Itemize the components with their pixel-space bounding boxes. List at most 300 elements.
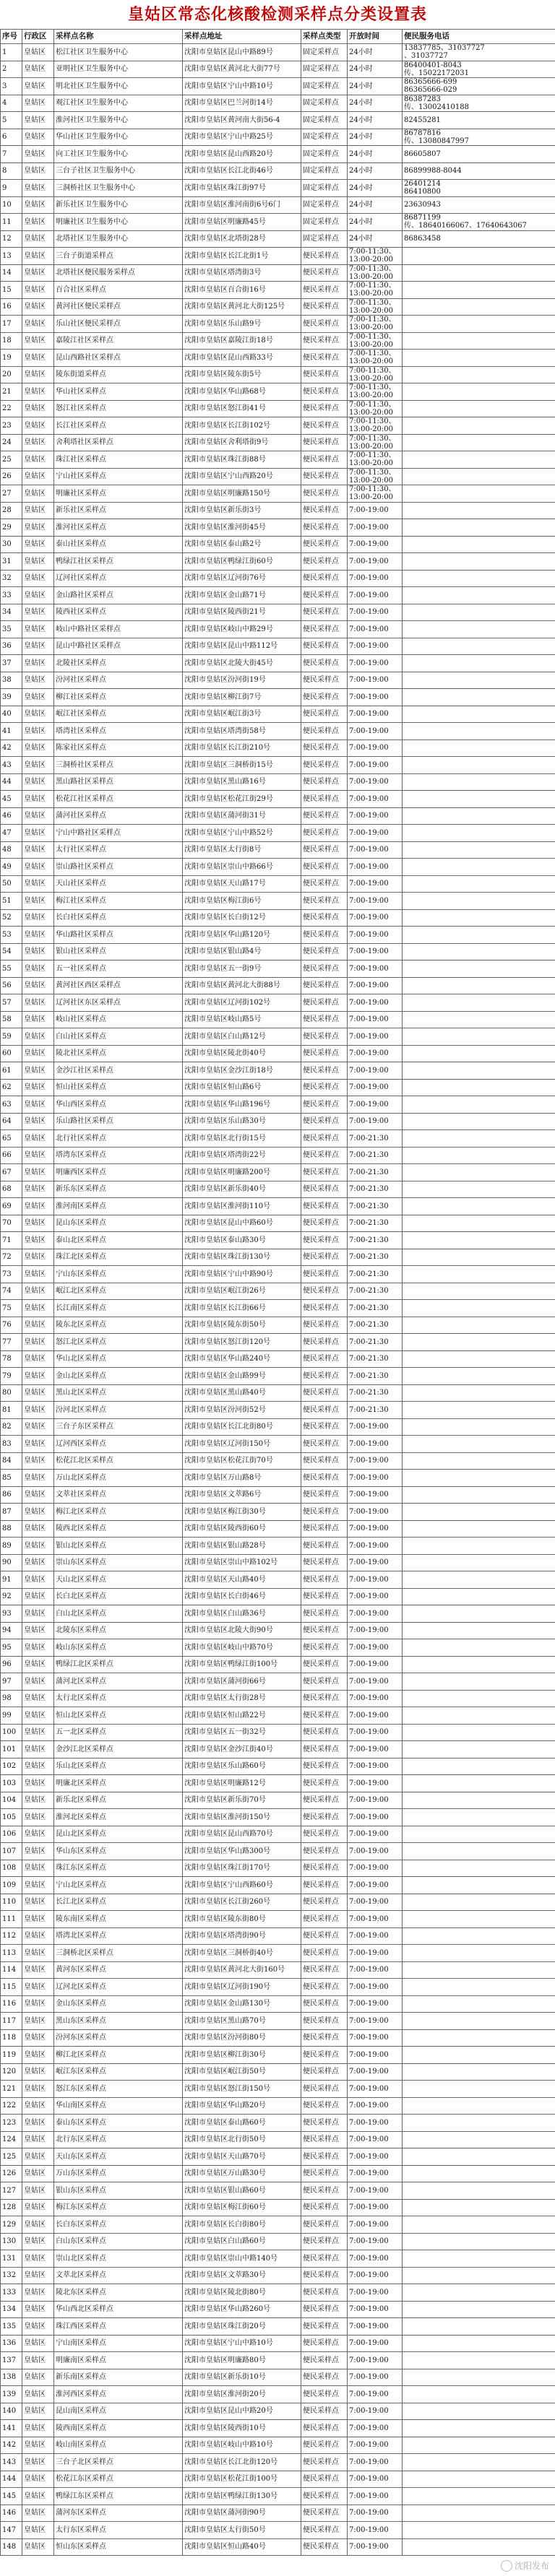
cell-district: 皇姑区 (22, 1775, 54, 1792)
cell-site-address: 沈阳市皇姑区塔湾街58号 (183, 723, 301, 740)
table-row (1, 95, 555, 112)
cell-site-type: 便民采样点 (301, 2029, 348, 2047)
cell-site-name: 北行社区采样点 (54, 1130, 183, 1148)
table-row (1, 2335, 555, 2352)
cell-site-name: 陵东街道采样点 (54, 366, 183, 383)
cell-service-phone (403, 706, 555, 723)
cell-site-type: 便民采样点 (301, 1096, 348, 1114)
cell-site-address: 沈阳市皇姑区乐山路9号 (183, 316, 301, 333)
cell-service-phone (403, 2013, 555, 2030)
cell-service-phone (403, 621, 555, 638)
table-row (1, 1894, 555, 1911)
cell-index: 51 (1, 893, 22, 910)
cell-site-name: 华山西北区采样点 (54, 2301, 183, 2318)
table-row (1, 2437, 555, 2454)
table-row (1, 1096, 555, 1114)
table-row (1, 1147, 555, 1164)
table-row (1, 2538, 555, 2556)
table-row (1, 214, 555, 231)
table-row (1, 1198, 555, 1215)
cell-site-type: 便民采样点 (301, 1198, 348, 1215)
table-row (1, 417, 555, 435)
cell-index: 111 (1, 1911, 22, 1928)
table-row (1, 994, 555, 1012)
cell-index: 76 (1, 1317, 22, 1334)
cell-site-type: 便民采样点 (301, 2437, 348, 2454)
cell-index: 47 (1, 825, 22, 842)
cell-site-type: 固定采样点 (301, 95, 348, 112)
cell-index: 93 (1, 1605, 22, 1623)
cell-open-hours: 7:00-21:30 (348, 1300, 403, 1317)
cell-site-type: 便民采样点 (301, 2488, 348, 2505)
cell-service-phone (403, 2233, 555, 2250)
cell-site-type: 便民采样点 (301, 1792, 348, 1809)
cell-open-hours: 7:00-19:00 (348, 621, 403, 638)
cell-open-hours: 7:00-19:00 (348, 1418, 403, 1436)
cell-service-phone (403, 2097, 555, 2115)
cell-site-type: 便民采样点 (301, 1622, 348, 1639)
table-row (1, 927, 555, 944)
cell-district: 皇姑区 (22, 485, 54, 503)
cell-site-address: 沈阳市皇姑区珠江街170号 (183, 1860, 301, 1877)
cell-open-hours: 7:00-19:00 (348, 1436, 403, 1453)
cell-district: 皇姑区 (22, 1011, 54, 1028)
cell-site-address: 沈阳市皇姑区塔湾街3号 (183, 264, 301, 282)
table-row (1, 1232, 555, 1249)
cell-open-hours: 7:00-19:00 (348, 2301, 403, 2318)
cell-site-name: 辽河社区采样点 (54, 570, 183, 587)
cell-site-name: 万山东区采样点 (54, 2165, 183, 2182)
cell-index: 110 (1, 1894, 22, 1911)
cell-service-phone (403, 1062, 555, 1080)
cell-site-name: 长白东区采样点 (54, 2216, 183, 2234)
cell-service-phone (403, 485, 555, 503)
cell-site-address: 沈阳市皇姑区北陵大街90号 (183, 1622, 301, 1639)
table-row (1, 825, 555, 842)
cell-site-name: 淮河北区采样点 (54, 1809, 183, 1826)
cell-service-phone (403, 2063, 555, 2081)
cell-district: 皇姑区 (22, 2165, 54, 2182)
cell-site-type: 便民采样点 (301, 316, 348, 333)
cell-site-type: 固定采样点 (301, 230, 348, 248)
cell-index: 3 (1, 78, 22, 95)
cell-index: 14 (1, 264, 22, 282)
cell-index: 40 (1, 706, 22, 723)
cell-service-phone (403, 2148, 555, 2166)
table-row (1, 2233, 555, 2250)
cell-site-address: 沈阳市皇姑区珠江街130号 (183, 1249, 301, 1266)
cell-site-name: 舍利塔社区采样点 (54, 434, 183, 451)
cell-index: 30 (1, 536, 22, 553)
table-row (1, 196, 555, 214)
cell-index: 148 (1, 2538, 22, 2556)
cell-district: 皇姑区 (22, 44, 54, 61)
cell-site-name: 华山北区采样点 (54, 1350, 183, 1368)
cell-site-address: 沈阳市皇姑区舍利塔街9号 (183, 434, 301, 451)
cell-index: 113 (1, 1945, 22, 1962)
table-row (1, 909, 555, 927)
cell-index: 28 (1, 502, 22, 519)
cell-site-address: 沈阳市皇姑区长江北街46号 (183, 162, 301, 180)
cell-open-hours: 7:00-19:00 (348, 943, 403, 960)
table-row (1, 1877, 555, 1894)
cell-site-name: 珠江社区采样点 (54, 451, 183, 469)
cell-site-address: 沈阳市皇姑区长江北街80号 (183, 1418, 301, 1436)
cell-index: 103 (1, 1775, 22, 1792)
cell-district: 皇姑区 (22, 112, 54, 129)
cell-open-hours: 7:00-19:00 (348, 1045, 403, 1062)
cell-index: 140 (1, 2403, 22, 2420)
cell-service-phone (403, 1911, 555, 1928)
table-row (1, 2250, 555, 2268)
cell-site-type: 便民采样点 (301, 2318, 348, 2336)
cell-site-address: 沈阳市皇姑区宁山中路10号 (183, 78, 301, 95)
cell-site-address: 沈阳市皇姑区华山路240号 (183, 1350, 301, 1368)
cell-service-phone (403, 2454, 555, 2471)
cell-open-hours: 7:00-19:00 (348, 1758, 403, 1775)
cell-open-hours: 24小时 (348, 112, 403, 129)
cell-district: 皇姑区 (22, 2063, 54, 2081)
cell-site-address: 沈阳市皇姑区陵东街5号 (183, 366, 301, 383)
table-row (1, 248, 555, 265)
cell-open-hours: 7:00-11:30、13:00-20:00 (348, 468, 403, 485)
table-row (1, 1656, 555, 1673)
cell-district: 皇姑区 (22, 1894, 54, 1911)
cell-service-phone (403, 1011, 555, 1028)
cell-site-name: 长江社区采样点 (54, 417, 183, 435)
table-row (1, 485, 555, 503)
table-row (1, 1504, 555, 1521)
cell-open-hours: 7:00-19:00 (348, 2029, 403, 2047)
cell-district: 皇姑区 (22, 773, 54, 791)
cell-index: 31 (1, 553, 22, 571)
cell-index: 105 (1, 1809, 22, 1826)
cell-site-name: 泰山东区采样点 (54, 2115, 183, 2132)
cell-index: 15 (1, 282, 22, 299)
cell-site-type: 便民采样点 (301, 332, 348, 350)
cell-site-address: 沈阳市皇姑区珠江街88号 (183, 451, 301, 469)
cell-open-hours: 7:00-19:00 (348, 2165, 403, 2182)
cell-site-type: 便民采样点 (301, 859, 348, 876)
table-row (1, 689, 555, 706)
cell-index: 144 (1, 2471, 22, 2488)
table-row (1, 1283, 555, 1300)
cell-site-name: 怒江社区采样点 (54, 400, 183, 417)
cell-district: 皇姑区 (22, 1758, 54, 1775)
cell-open-hours: 7:00-19:00 (348, 2182, 403, 2200)
cell-open-hours: 7:00-19:00 (348, 1809, 403, 1826)
cell-district: 皇姑区 (22, 2013, 54, 2030)
table-row (1, 1113, 555, 1130)
cell-open-hours: 7:00-19:00 (348, 587, 403, 604)
cell-service-phone (403, 2284, 555, 2302)
cell-site-type: 固定采样点 (301, 180, 348, 197)
cell-district: 皇姑区 (22, 604, 54, 621)
cell-site-address: 沈阳市皇姑区淮河街110号 (183, 1198, 301, 1215)
cell-service-phone: 86387283 传、13002410188 (403, 95, 555, 112)
cell-site-name: 三台子街道采样点 (54, 248, 183, 265)
cell-site-name: 鸭绿江北区采样点 (54, 1656, 183, 1673)
cell-site-address: 沈阳市皇姑区崇山中路66号 (183, 859, 301, 876)
cell-open-hours: 7:00-19:00 (348, 1741, 403, 1758)
cell-site-name: 长江南区采样点 (54, 1300, 183, 1317)
cell-site-address: 沈阳市皇姑区华山路196号 (183, 1096, 301, 1114)
cell-index: 112 (1, 1927, 22, 1945)
cell-index: 96 (1, 1656, 22, 1673)
table-row (1, 180, 555, 197)
cell-open-hours: 7:00-11:30、13:00-20:00 (348, 316, 403, 333)
cell-open-hours: 7:00-19:00 (348, 875, 403, 893)
cell-site-name: 陵西北区采样点 (54, 1520, 183, 1538)
cell-district: 皇姑区 (22, 1334, 54, 1351)
table-row (1, 723, 555, 740)
cell-site-name: 陵北社区采样点 (54, 1045, 183, 1062)
cell-index: 116 (1, 1995, 22, 2013)
cell-site-type: 便民采样点 (301, 2335, 348, 2352)
cell-site-address: 沈阳市皇姑区昆山西路33号 (183, 350, 301, 367)
cell-district: 皇姑区 (22, 1232, 54, 1249)
cell-service-phone (403, 2216, 555, 2234)
cell-service-phone: 13837785、31037727 、31037727 (403, 44, 555, 61)
cell-district: 皇姑区 (22, 977, 54, 994)
cell-site-address: 沈阳市皇姑区五一街9号 (183, 960, 301, 978)
table-row (1, 162, 555, 180)
cell-site-type: 便民采样点 (301, 298, 348, 316)
cell-site-type: 便民采样点 (301, 1266, 348, 1283)
cell-index: 41 (1, 723, 22, 740)
cell-site-name: 白山社区采样点 (54, 1028, 183, 1046)
cell-site-name: 黄河东区采样点 (54, 1961, 183, 1979)
cell-site-address: 沈阳市皇姑区长白街12号 (183, 909, 301, 927)
cell-site-name: 昆山南区采样点 (54, 2403, 183, 2420)
cell-site-type: 便民采样点 (301, 1707, 348, 1725)
cell-site-name: 白山北区采样点 (54, 1605, 183, 1623)
cell-site-type: 便民采样点 (301, 1690, 348, 1707)
cell-open-hours: 7:00-19:00 (348, 757, 403, 774)
cell-site-type: 便民采样点 (301, 1181, 348, 1198)
cell-site-type: 便民采样点 (301, 434, 348, 451)
cell-site-address: 沈阳市皇姑区天山路70号 (183, 2148, 301, 2166)
cell-open-hours: 7:00-21:30 (348, 1130, 403, 1148)
cell-open-hours: 7:00-19:00 (348, 2131, 403, 2148)
cell-district: 皇姑区 (22, 1470, 54, 1487)
cell-site-address: 沈阳市皇姑区三洞桥街40号 (183, 1945, 301, 1962)
cell-service-phone (403, 1554, 555, 1571)
cell-site-address: 沈阳市皇姑区五一街32号 (183, 1724, 301, 1741)
table-row (1, 2301, 555, 2318)
cell-site-type: 便民采样点 (301, 502, 348, 519)
cell-open-hours: 7:00-19:00 (348, 723, 403, 740)
cell-service-phone: 86365666-699 86365666-029 (403, 78, 555, 95)
table-row (1, 2318, 555, 2336)
cell-service-phone (403, 1384, 555, 1402)
cell-district: 皇姑区 (22, 689, 54, 706)
cell-site-type: 便民采样点 (301, 400, 348, 417)
cell-service-phone (403, 1317, 555, 1334)
cell-site-address: 沈阳市皇姑区塔湾街22号 (183, 1147, 301, 1164)
watermark (501, 2559, 549, 2572)
cell-site-name: 珠江北区采样点 (54, 1249, 183, 1266)
cell-service-phone (403, 1826, 555, 1843)
cell-site-type: 便民采样点 (301, 2097, 348, 2115)
table-row (1, 1639, 555, 1657)
cell-site-type: 便民采样点 (301, 1028, 348, 1046)
cell-district: 皇姑区 (22, 2420, 54, 2437)
cell-site-address: 沈阳市皇姑区岐山路5号 (183, 1011, 301, 1028)
cell-index: 139 (1, 2386, 22, 2403)
cell-index: 29 (1, 519, 22, 537)
cell-district: 皇姑区 (22, 146, 54, 163)
cell-index: 95 (1, 1639, 22, 1657)
cell-index: 68 (1, 1181, 22, 1198)
cell-open-hours: 7:00-19:00 (348, 1707, 403, 1725)
cell-district: 皇姑区 (22, 1113, 54, 1130)
cell-open-hours: 7:00-19:00 (348, 1843, 403, 1860)
cell-site-address: 沈阳市皇姑区天山路40号 (183, 1571, 301, 1589)
cell-service-phone (403, 1198, 555, 1215)
cell-service-phone (403, 2165, 555, 2182)
cell-site-name: 塔湾北区采样点 (54, 1927, 183, 1945)
cell-open-hours: 7:00-19:00 (348, 1504, 403, 1521)
table-row (1, 2115, 555, 2132)
table-row (1, 1775, 555, 1792)
cell-index: 81 (1, 1402, 22, 1419)
cell-service-phone (403, 264, 555, 282)
table-row (1, 587, 555, 604)
cell-open-hours: 7:00-19:00 (348, 807, 403, 825)
cell-district: 皇姑区 (22, 95, 54, 112)
cell-open-hours: 7:00-19:00 (348, 1911, 403, 1928)
cell-site-name: 塔湾社区采样点 (54, 723, 183, 740)
cell-district: 皇姑区 (22, 909, 54, 927)
cell-district: 皇姑区 (22, 757, 54, 774)
cell-open-hours: 7:00-19:00 (348, 689, 403, 706)
cell-site-type: 便民采样点 (301, 264, 348, 282)
table-row (1, 112, 555, 129)
cell-open-hours: 7:00-21:30 (348, 1215, 403, 1232)
cell-service-phone (403, 1215, 555, 1232)
cell-index: 58 (1, 1011, 22, 1028)
table-row (1, 1945, 555, 1962)
cell-site-name: 怒江东区采样点 (54, 2081, 183, 2098)
cell-open-hours: 7:00-19:00 (348, 1656, 403, 1673)
cell-service-phone (403, 2386, 555, 2403)
cell-district: 皇姑区 (22, 943, 54, 960)
cell-site-address: 沈阳市皇姑区恒山路40号 (183, 2538, 301, 2556)
cell-service-phone (403, 587, 555, 604)
table-row (1, 1707, 555, 1725)
cell-district: 皇姑区 (22, 1673, 54, 1691)
table-row (1, 2097, 555, 2115)
cell-index: 136 (1, 2335, 22, 2352)
cell-index: 16 (1, 298, 22, 316)
cell-site-type: 便民采样点 (301, 927, 348, 944)
cell-site-name: 明北社区卫生服务中心 (54, 78, 183, 95)
cell-site-address: 沈阳市皇姑区黑山路16号 (183, 773, 301, 791)
cell-site-name: 金山东区采样点 (54, 1995, 183, 2013)
cell-district: 皇姑区 (22, 2369, 54, 2386)
cell-open-hours: 24小时 (348, 44, 403, 61)
cell-district: 皇姑区 (22, 1452, 54, 1470)
cell-site-name: 淮河西区采样点 (54, 2386, 183, 2403)
cell-service-phone (403, 740, 555, 757)
table-row (1, 2081, 555, 2098)
cell-site-type: 便民采样点 (301, 2352, 348, 2369)
table-row (1, 366, 555, 383)
cell-district: 皇姑区 (22, 1418, 54, 1436)
cell-index: 115 (1, 1979, 22, 1996)
cell-service-phone (403, 1538, 555, 1555)
cell-site-name: 新乐社区卫生服务中心 (54, 196, 183, 214)
cell-index: 27 (1, 485, 22, 503)
cell-site-type: 便民采样点 (301, 570, 348, 587)
cell-service-phone (403, 689, 555, 706)
cell-district: 皇姑区 (22, 264, 54, 282)
cell-site-address: 沈阳市皇姑区蒲河街66号 (183, 1673, 301, 1691)
cell-site-type: 便民采样点 (301, 1418, 348, 1436)
cell-index: 77 (1, 1334, 22, 1351)
cell-index: 25 (1, 451, 22, 469)
cell-site-name: 百合社区采样点 (54, 282, 183, 299)
cell-index: 124 (1, 2131, 22, 2148)
cell-site-type: 便民采样点 (301, 1402, 348, 1419)
cell-district: 皇姑区 (22, 638, 54, 655)
cell-open-hours: 7:00-19:00 (348, 1538, 403, 1555)
cell-open-hours: 7:00-19:00 (348, 2199, 403, 2216)
cell-site-address: 沈阳市皇姑区淮河街45号 (183, 519, 301, 537)
cell-service-phone (403, 248, 555, 265)
cell-service-phone (403, 2318, 555, 2336)
cell-site-name: 长白北区采样点 (54, 1588, 183, 1605)
cell-site-type: 便民采样点 (301, 909, 348, 927)
cell-open-hours: 24小时 (348, 214, 403, 231)
cell-district: 皇姑区 (22, 1130, 54, 1148)
cell-index: 57 (1, 994, 22, 1012)
cell-service-phone (403, 2437, 555, 2454)
cell-site-type: 便民采样点 (301, 2013, 348, 2030)
cell-site-type: 便民采样点 (301, 977, 348, 994)
table-row (1, 2013, 555, 2030)
header-district: 行政区 (22, 30, 54, 44)
cell-open-hours: 7:00-19:00 (348, 859, 403, 876)
cell-site-type: 便民采样点 (301, 604, 348, 621)
cell-site-name: 陵西社区采样点 (54, 604, 183, 621)
cell-district: 皇姑区 (22, 519, 54, 537)
cell-site-type: 便民采样点 (301, 1775, 348, 1792)
table-row (1, 129, 555, 146)
cell-site-address: 沈阳市皇姑区陵西街60号 (183, 1520, 301, 1538)
cell-site-type: 便民采样点 (301, 875, 348, 893)
cell-site-type: 便民采样点 (301, 1334, 348, 1351)
cell-site-type: 便民采样点 (301, 1758, 348, 1775)
cell-open-hours: 7:00-19:00 (348, 1571, 403, 1589)
cell-open-hours: 7:00-21:30 (348, 1334, 403, 1351)
cell-service-phone (403, 1147, 555, 1164)
cell-site-address: 沈阳市皇姑区长江北街1号 (183, 248, 301, 265)
cell-site-type: 便民采样点 (301, 1011, 348, 1028)
table-row (1, 2420, 555, 2437)
cell-open-hours: 7:00-11:30、13:00-20:00 (348, 366, 403, 383)
cell-open-hours: 7:00-19:00 (348, 773, 403, 791)
table-row (1, 621, 555, 638)
cell-site-name: 辽河西区采样点 (54, 1436, 183, 1453)
cell-site-name: 辽河北区采样点 (54, 1979, 183, 1996)
cell-district: 皇姑区 (22, 332, 54, 350)
cell-site-name: 华山路社区采样点 (54, 927, 183, 944)
cell-district: 皇姑区 (22, 740, 54, 757)
cell-index: 43 (1, 757, 22, 774)
cell-index: 114 (1, 1961, 22, 1979)
